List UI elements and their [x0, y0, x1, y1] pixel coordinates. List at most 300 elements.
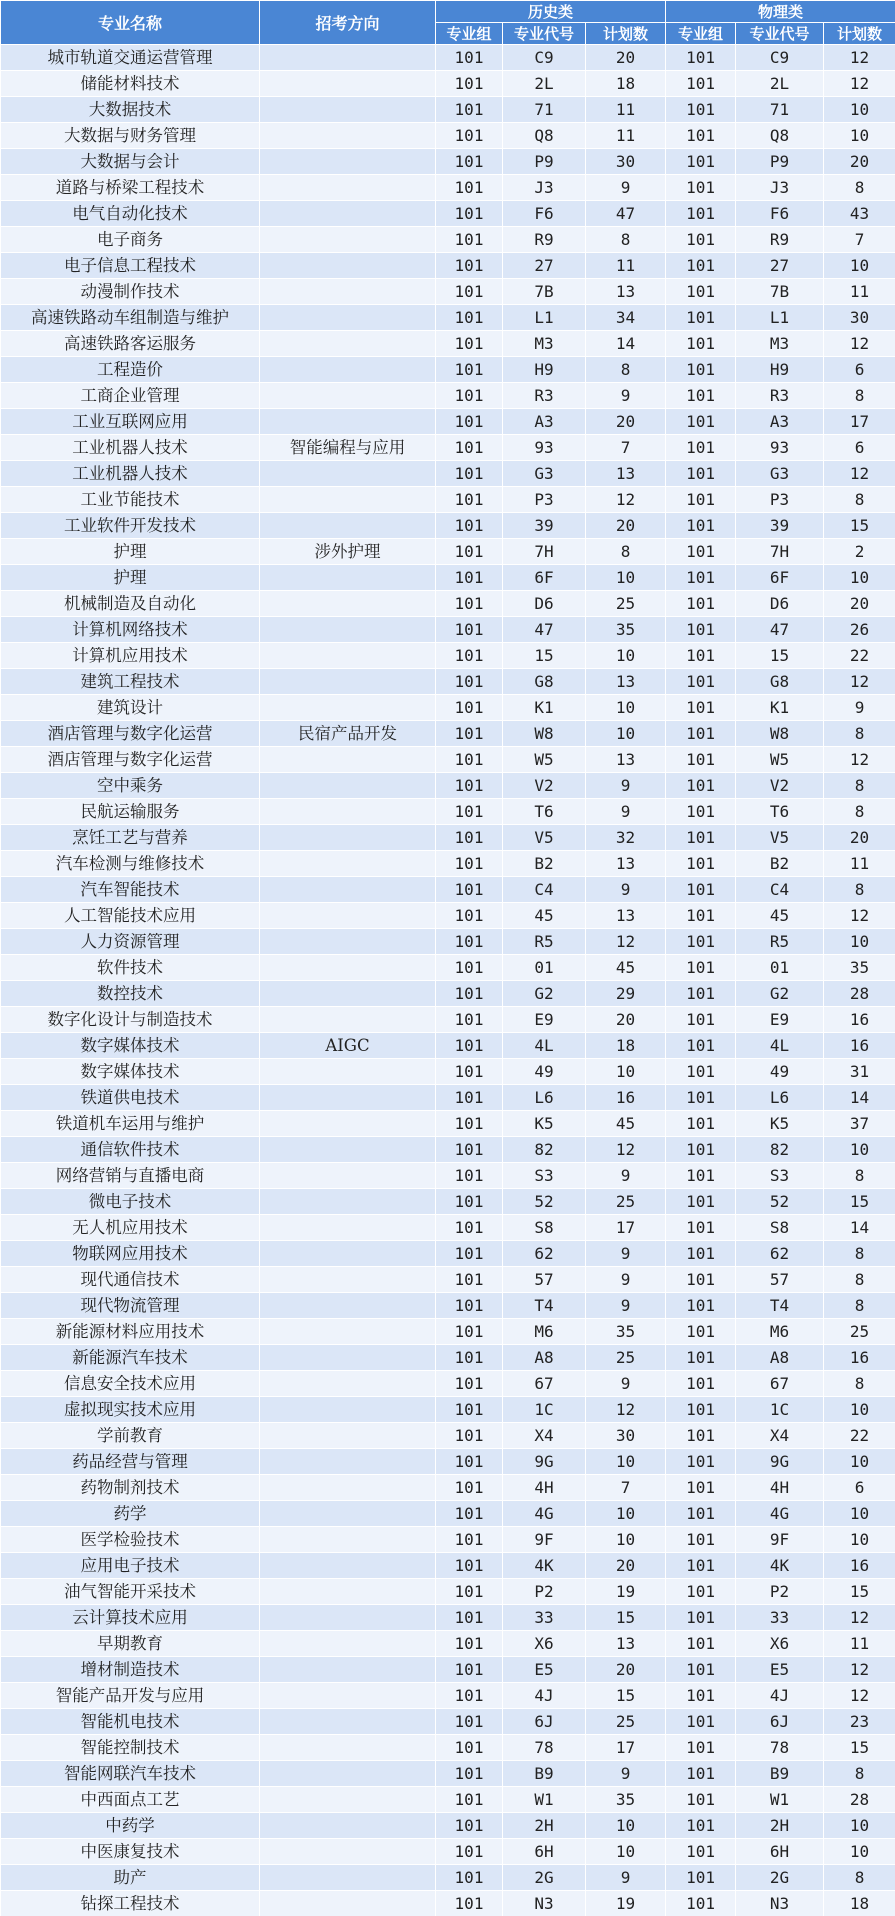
history-major-group-cell: 101: [436, 1553, 503, 1579]
direction-cell: [260, 643, 436, 669]
physics-plan-count-cell: 12: [824, 747, 895, 773]
history-major-code-cell: 4K: [503, 1553, 586, 1579]
table-row: [1, 1735, 895, 1761]
physics-major-group-cell: 101: [666, 1137, 736, 1163]
history-major-code-cell: P3: [503, 487, 586, 513]
physics-major-group-cell: 101: [666, 1605, 736, 1631]
physics-plan-count-cell: 15: [824, 513, 895, 539]
physics-major-code-cell: X6: [736, 1631, 824, 1657]
physics-plan-count-cell: 10: [824, 123, 895, 149]
physics-plan-count-cell: 8: [824, 773, 895, 799]
history-plan-count-cell: 9: [586, 1761, 666, 1787]
physics-plan-count-cell: 10: [824, 1527, 895, 1553]
physics-plan-count-cell: 6: [824, 435, 895, 461]
physics-plan-count-cell: 8: [824, 383, 895, 409]
direction-cell: [260, 877, 436, 903]
physics-major-group-cell: 101: [666, 201, 736, 227]
direction-cell: [260, 1579, 436, 1605]
history-plan-count-cell: 20: [586, 1657, 666, 1683]
history-major-code-cell: L1: [503, 305, 586, 331]
table-row: [1, 851, 895, 877]
physics-major-group-cell: 101: [666, 435, 736, 461]
history-major-group-cell: 101: [436, 851, 503, 877]
physics-major-group-cell: 101: [666, 929, 736, 955]
physics-major-code-cell: A3: [736, 409, 824, 435]
history-major-group-cell: 101: [436, 1215, 503, 1241]
physics-plan-count-cell: 10: [824, 1501, 895, 1527]
direction-cell: [260, 331, 436, 357]
history-major-group-cell: 101: [436, 799, 503, 825]
table-row: [1, 1813, 895, 1839]
history-plan-count-cell: 20: [586, 1553, 666, 1579]
direction-cell: [260, 45, 436, 71]
physics-plan-count-cell: 8: [824, 799, 895, 825]
physics-plan-count-cell: 14: [824, 1215, 895, 1241]
direction-cell: [260, 1631, 436, 1657]
table-row: [1, 1293, 895, 1319]
table-row: [1, 747, 895, 773]
physics-major-code-cell: 2H: [736, 1813, 824, 1839]
direction-cell: [260, 565, 436, 591]
major-name-cell: 无人机应用技术: [1, 1215, 260, 1241]
major-name-cell: 增材制造技术: [1, 1657, 260, 1683]
history-plan-count-cell: 15: [586, 1683, 666, 1709]
history-plan-count-cell: 25: [586, 591, 666, 617]
history-plan-count-cell: 10: [586, 1839, 666, 1865]
physics-plan-count-cell: 43: [824, 201, 895, 227]
physics-plan-count-cell: 8: [824, 1761, 895, 1787]
physics-major-group-cell: 101: [666, 175, 736, 201]
physics-major-group-cell: 101: [666, 1813, 736, 1839]
history-major-code-cell: 52: [503, 1189, 586, 1215]
physics-plan-count-cell: 8: [824, 721, 895, 747]
history-plan-count-cell: 10: [586, 1813, 666, 1839]
major-name-cell: 空中乘务: [1, 773, 260, 799]
major-name-cell: 药学: [1, 1501, 260, 1527]
history-major-code-cell: 47: [503, 617, 586, 643]
physics-major-group-cell: 101: [666, 669, 736, 695]
direction-cell: [260, 357, 436, 383]
physics-major-code-cell: N3: [736, 1891, 824, 1916]
table-row: [1, 981, 895, 1007]
table-row: [1, 799, 895, 825]
direction-cell: [260, 487, 436, 513]
header-physics-plan-count: 计划数: [824, 23, 895, 45]
header-major-name: 专业名称: [1, 1, 260, 45]
history-major-group-cell: 101: [436, 305, 503, 331]
direction-cell: [260, 1657, 436, 1683]
header-physics-major-code: 专业代号: [736, 23, 824, 45]
major-name-cell: 智能控制技术: [1, 1735, 260, 1761]
table-row: [1, 513, 895, 539]
history-major-code-cell: R9: [503, 227, 586, 253]
history-major-group-cell: 101: [436, 1865, 503, 1891]
physics-major-code-cell: 57: [736, 1267, 824, 1293]
physics-major-code-cell: 15: [736, 643, 824, 669]
table-row: [1, 1761, 895, 1787]
physics-major-group-cell: 101: [666, 331, 736, 357]
direction-cell: [260, 123, 436, 149]
direction-cell: [260, 279, 436, 305]
direction-cell: [260, 1059, 436, 1085]
physics-major-group-cell: 101: [666, 1553, 736, 1579]
history-plan-count-cell: 10: [586, 565, 666, 591]
history-major-group-cell: 101: [436, 721, 503, 747]
table-row: [1, 877, 895, 903]
history-plan-count-cell: 19: [586, 1579, 666, 1605]
history-major-code-cell: Q8: [503, 123, 586, 149]
physics-major-code-cell: 6J: [736, 1709, 824, 1735]
table-row: [1, 1423, 895, 1449]
physics-major-code-cell: 6H: [736, 1839, 824, 1865]
physics-major-code-cell: 33: [736, 1605, 824, 1631]
physics-major-code-cell: 6F: [736, 565, 824, 591]
physics-major-group-cell: 101: [666, 1215, 736, 1241]
history-major-group-cell: 101: [436, 773, 503, 799]
header-direction: 招考方向: [260, 1, 436, 45]
major-name-cell: 新能源材料应用技术: [1, 1319, 260, 1345]
history-plan-count-cell: 9: [586, 1163, 666, 1189]
major-name-cell: 现代物流管理: [1, 1293, 260, 1319]
history-major-code-cell: 9G: [503, 1449, 586, 1475]
physics-major-group-cell: 101: [666, 487, 736, 513]
physics-plan-count-cell: 17: [824, 409, 895, 435]
physics-plan-count-cell: 15: [824, 1579, 895, 1605]
physics-major-code-cell: 4G: [736, 1501, 824, 1527]
physics-major-group-cell: 101: [666, 1865, 736, 1891]
direction-cell: [260, 929, 436, 955]
history-major-code-cell: G3: [503, 461, 586, 487]
history-major-code-cell: 4H: [503, 1475, 586, 1501]
physics-major-group-cell: 101: [666, 877, 736, 903]
history-major-group-cell: 101: [436, 1267, 503, 1293]
physics-major-group-cell: 101: [666, 461, 736, 487]
table-row: [1, 825, 895, 851]
table-row: [1, 1449, 895, 1475]
physics-major-code-cell: G2: [736, 981, 824, 1007]
physics-major-code-cell: 49: [736, 1059, 824, 1085]
table-row: [1, 331, 895, 357]
history-plan-count-cell: 9: [586, 877, 666, 903]
physics-plan-count-cell: 16: [824, 1345, 895, 1371]
history-major-group-cell: 101: [436, 1189, 503, 1215]
major-name-cell: 网络营销与直播电商: [1, 1163, 260, 1189]
major-name-cell: 中医康复技术: [1, 1839, 260, 1865]
physics-plan-count-cell: 12: [824, 1657, 895, 1683]
history-major-group-cell: 101: [436, 1059, 503, 1085]
major-name-cell: 云计算技术应用: [1, 1605, 260, 1631]
major-name-cell: 数字媒体技术: [1, 1033, 260, 1059]
history-plan-count-cell: 10: [586, 1501, 666, 1527]
table-row: [1, 1319, 895, 1345]
history-plan-count-cell: 10: [586, 643, 666, 669]
physics-major-code-cell: B9: [736, 1761, 824, 1787]
physics-major-group-cell: 101: [666, 747, 736, 773]
table-row: [1, 305, 895, 331]
table-row: [1, 1371, 895, 1397]
physics-major-code-cell: J3: [736, 175, 824, 201]
physics-major-group-cell: 101: [666, 227, 736, 253]
header-history-major-group: 专业组: [436, 23, 503, 45]
history-plan-count-cell: 20: [586, 409, 666, 435]
history-major-code-cell: X4: [503, 1423, 586, 1449]
physics-major-code-cell: E9: [736, 1007, 824, 1033]
physics-major-group-cell: 101: [666, 149, 736, 175]
direction-cell: [260, 1007, 436, 1033]
physics-plan-count-cell: 10: [824, 565, 895, 591]
major-name-cell: 铁道供电技术: [1, 1085, 260, 1111]
major-name-cell: 动漫制作技术: [1, 279, 260, 305]
history-major-code-cell: R3: [503, 383, 586, 409]
physics-plan-count-cell: 15: [824, 1735, 895, 1761]
direction-cell: [260, 1215, 436, 1241]
history-major-code-cell: F6: [503, 201, 586, 227]
physics-plan-count-cell: 16: [824, 1033, 895, 1059]
direction-cell: [260, 1423, 436, 1449]
history-plan-count-cell: 45: [586, 955, 666, 981]
table-row: [1, 1163, 895, 1189]
direction-cell: [260, 1397, 436, 1423]
history-plan-count-cell: 10: [586, 1449, 666, 1475]
table-row: [1, 1683, 895, 1709]
history-major-code-cell: R5: [503, 929, 586, 955]
history-major-group-cell: 101: [436, 1423, 503, 1449]
major-name-cell: 工业软件开发技术: [1, 513, 260, 539]
major-name-cell: 汽车智能技术: [1, 877, 260, 903]
physics-plan-count-cell: 20: [824, 149, 895, 175]
physics-plan-count-cell: 11: [824, 279, 895, 305]
history-major-code-cell: 4G: [503, 1501, 586, 1527]
header-physics-group: 物理类: [666, 1, 895, 23]
history-plan-count-cell: 30: [586, 1423, 666, 1449]
history-plan-count-cell: 25: [586, 1709, 666, 1735]
table-row: [1, 123, 895, 149]
physics-plan-count-cell: 6: [824, 1475, 895, 1501]
direction-cell: [260, 1605, 436, 1631]
physics-plan-count-cell: 10: [824, 1137, 895, 1163]
physics-major-group-cell: 101: [666, 1189, 736, 1215]
history-plan-count-cell: 13: [586, 461, 666, 487]
direction-cell: [260, 1813, 436, 1839]
history-plan-count-cell: 9: [586, 1371, 666, 1397]
physics-plan-count-cell: 8: [824, 1163, 895, 1189]
physics-major-group-cell: 101: [666, 643, 736, 669]
physics-major-group-cell: 101: [666, 851, 736, 877]
history-plan-count-cell: 13: [586, 747, 666, 773]
physics-plan-count-cell: 30: [824, 305, 895, 331]
direction-cell: [260, 1553, 436, 1579]
physics-major-code-cell: 67: [736, 1371, 824, 1397]
physics-major-code-cell: W8: [736, 721, 824, 747]
physics-major-code-cell: V2: [736, 773, 824, 799]
history-major-code-cell: 62: [503, 1241, 586, 1267]
physics-major-code-cell: 4L: [736, 1033, 824, 1059]
major-name-cell: 工业互联网应用: [1, 409, 260, 435]
physics-plan-count-cell: 22: [824, 643, 895, 669]
history-major-code-cell: M6: [503, 1319, 586, 1345]
history-major-code-cell: E9: [503, 1007, 586, 1033]
history-major-code-cell: 33: [503, 1605, 586, 1631]
major-name-cell: 道路与桥梁工程技术: [1, 175, 260, 201]
history-major-group-cell: 101: [436, 981, 503, 1007]
history-major-group-cell: 101: [436, 175, 503, 201]
physics-major-code-cell: 93: [736, 435, 824, 461]
history-major-code-cell: 45: [503, 903, 586, 929]
history-plan-count-cell: 10: [586, 1059, 666, 1085]
physics-major-group-cell: 101: [666, 1059, 736, 1085]
history-major-group-cell: 101: [436, 331, 503, 357]
direction-cell: [260, 1345, 436, 1371]
table-row: [1, 929, 895, 955]
physics-major-group-cell: 101: [666, 565, 736, 591]
major-name-cell: 护理: [1, 539, 260, 565]
history-major-group-cell: 101: [436, 1085, 503, 1111]
history-major-code-cell: E5: [503, 1657, 586, 1683]
table-row: [1, 1267, 895, 1293]
history-plan-count-cell: 16: [586, 1085, 666, 1111]
history-major-code-cell: 2H: [503, 1813, 586, 1839]
direction-cell: [260, 149, 436, 175]
physics-major-group-cell: 101: [666, 617, 736, 643]
major-name-cell: 学前教育: [1, 1423, 260, 1449]
history-major-group-cell: 101: [436, 955, 503, 981]
history-plan-count-cell: 9: [586, 1241, 666, 1267]
history-major-group-cell: 101: [436, 71, 503, 97]
physics-major-group-cell: 101: [666, 1787, 736, 1813]
physics-major-code-cell: G3: [736, 461, 824, 487]
history-plan-count-cell: 9: [586, 1293, 666, 1319]
history-major-code-cell: D6: [503, 591, 586, 617]
history-major-code-cell: 4J: [503, 1683, 586, 1709]
physics-plan-count-cell: 11: [824, 851, 895, 877]
direction-cell: [260, 409, 436, 435]
physics-major-code-cell: T4: [736, 1293, 824, 1319]
major-name-cell: 护理: [1, 565, 260, 591]
direction-cell: [260, 1735, 436, 1761]
history-major-code-cell: X6: [503, 1631, 586, 1657]
history-major-group-cell: 101: [436, 383, 503, 409]
history-major-code-cell: L6: [503, 1085, 586, 1111]
direction-cell: [260, 1137, 436, 1163]
table-row: [1, 1865, 895, 1891]
history-major-group-cell: 101: [436, 1761, 503, 1787]
physics-major-group-cell: 101: [666, 253, 736, 279]
history-plan-count-cell: 34: [586, 305, 666, 331]
physics-major-group-cell: 101: [666, 513, 736, 539]
history-major-code-cell: M3: [503, 331, 586, 357]
direction-cell: [260, 1293, 436, 1319]
direction-cell: [260, 1839, 436, 1865]
table-row: [1, 71, 895, 97]
physics-major-group-cell: 101: [666, 1839, 736, 1865]
physics-major-code-cell: C9: [736, 45, 824, 71]
major-name-cell: 工业机器人技术: [1, 461, 260, 487]
physics-major-code-cell: E5: [736, 1657, 824, 1683]
direction-cell: [260, 1787, 436, 1813]
physics-major-code-cell: Q8: [736, 123, 824, 149]
history-plan-count-cell: 35: [586, 617, 666, 643]
major-name-cell: 数字化设计与制造技术: [1, 1007, 260, 1033]
history-plan-count-cell: 9: [586, 1267, 666, 1293]
major-name-cell: 药物制剂技术: [1, 1475, 260, 1501]
major-name-cell: 油气智能开采技术: [1, 1579, 260, 1605]
table-row: [1, 643, 895, 669]
physics-major-group-cell: 101: [666, 721, 736, 747]
physics-major-group-cell: 101: [666, 1579, 736, 1605]
physics-major-code-cell: 9F: [736, 1527, 824, 1553]
header-history-group: 历史类: [436, 1, 666, 23]
table-row: [1, 1189, 895, 1215]
direction-cell: [260, 1085, 436, 1111]
major-name-cell: 软件技术: [1, 955, 260, 981]
major-name-cell: 大数据与财务管理: [1, 123, 260, 149]
history-major-group-cell: 101: [436, 487, 503, 513]
table-row: [1, 1085, 895, 1111]
physics-major-code-cell: T6: [736, 799, 824, 825]
major-name-cell: 人力资源管理: [1, 929, 260, 955]
physics-major-code-cell: L6: [736, 1085, 824, 1111]
major-name-cell: 智能网联汽车技术: [1, 1761, 260, 1787]
major-name-cell: 中药学: [1, 1813, 260, 1839]
physics-plan-count-cell: 10: [824, 1397, 895, 1423]
direction-cell: [260, 617, 436, 643]
physics-major-code-cell: 62: [736, 1241, 824, 1267]
physics-major-code-cell: 01: [736, 955, 824, 981]
physics-major-code-cell: A8: [736, 1345, 824, 1371]
physics-major-group-cell: 101: [666, 1397, 736, 1423]
major-name-cell: 计算机应用技术: [1, 643, 260, 669]
table-row: [1, 97, 895, 123]
history-major-code-cell: K5: [503, 1111, 586, 1137]
major-name-cell: 高速铁路客运服务: [1, 331, 260, 357]
table-row: [1, 1605, 895, 1631]
table-row: [1, 279, 895, 305]
table-row: [1, 461, 895, 487]
history-major-group-cell: 101: [436, 1371, 503, 1397]
history-major-group-cell: 101: [436, 825, 503, 851]
history-plan-count-cell: 13: [586, 851, 666, 877]
physics-major-group-cell: 101: [666, 71, 736, 97]
major-name-cell: 汽车检测与维修技术: [1, 851, 260, 877]
history-major-code-cell: 01: [503, 955, 586, 981]
physics-plan-count-cell: 8: [824, 175, 895, 201]
physics-plan-count-cell: 10: [824, 1449, 895, 1475]
history-major-code-cell: 7H: [503, 539, 586, 565]
physics-plan-count-cell: 11: [824, 1631, 895, 1657]
direction-cell: [260, 1111, 436, 1137]
history-major-group-cell: 101: [436, 461, 503, 487]
direction-cell: [260, 201, 436, 227]
history-plan-count-cell: 18: [586, 1033, 666, 1059]
history-major-group-cell: 101: [436, 435, 503, 461]
physics-plan-count-cell: 12: [824, 461, 895, 487]
major-name-cell: 数控技术: [1, 981, 260, 1007]
major-name-cell: 电子商务: [1, 227, 260, 253]
direction-cell: [260, 1527, 436, 1553]
major-name-cell: 烹饪工艺与营养: [1, 825, 260, 851]
history-major-code-cell: G2: [503, 981, 586, 1007]
physics-major-group-cell: 101: [666, 1345, 736, 1371]
physics-plan-count-cell: 12: [824, 45, 895, 71]
history-major-group-cell: 101: [436, 1501, 503, 1527]
physics-plan-count-cell: 14: [824, 1085, 895, 1111]
physics-plan-count-cell: 15: [824, 1189, 895, 1215]
physics-plan-count-cell: 10: [824, 1839, 895, 1865]
physics-major-group-cell: 101: [666, 357, 736, 383]
history-plan-count-cell: 7: [586, 1475, 666, 1501]
history-major-group-cell: 101: [436, 643, 503, 669]
major-name-cell: 助产: [1, 1865, 260, 1891]
